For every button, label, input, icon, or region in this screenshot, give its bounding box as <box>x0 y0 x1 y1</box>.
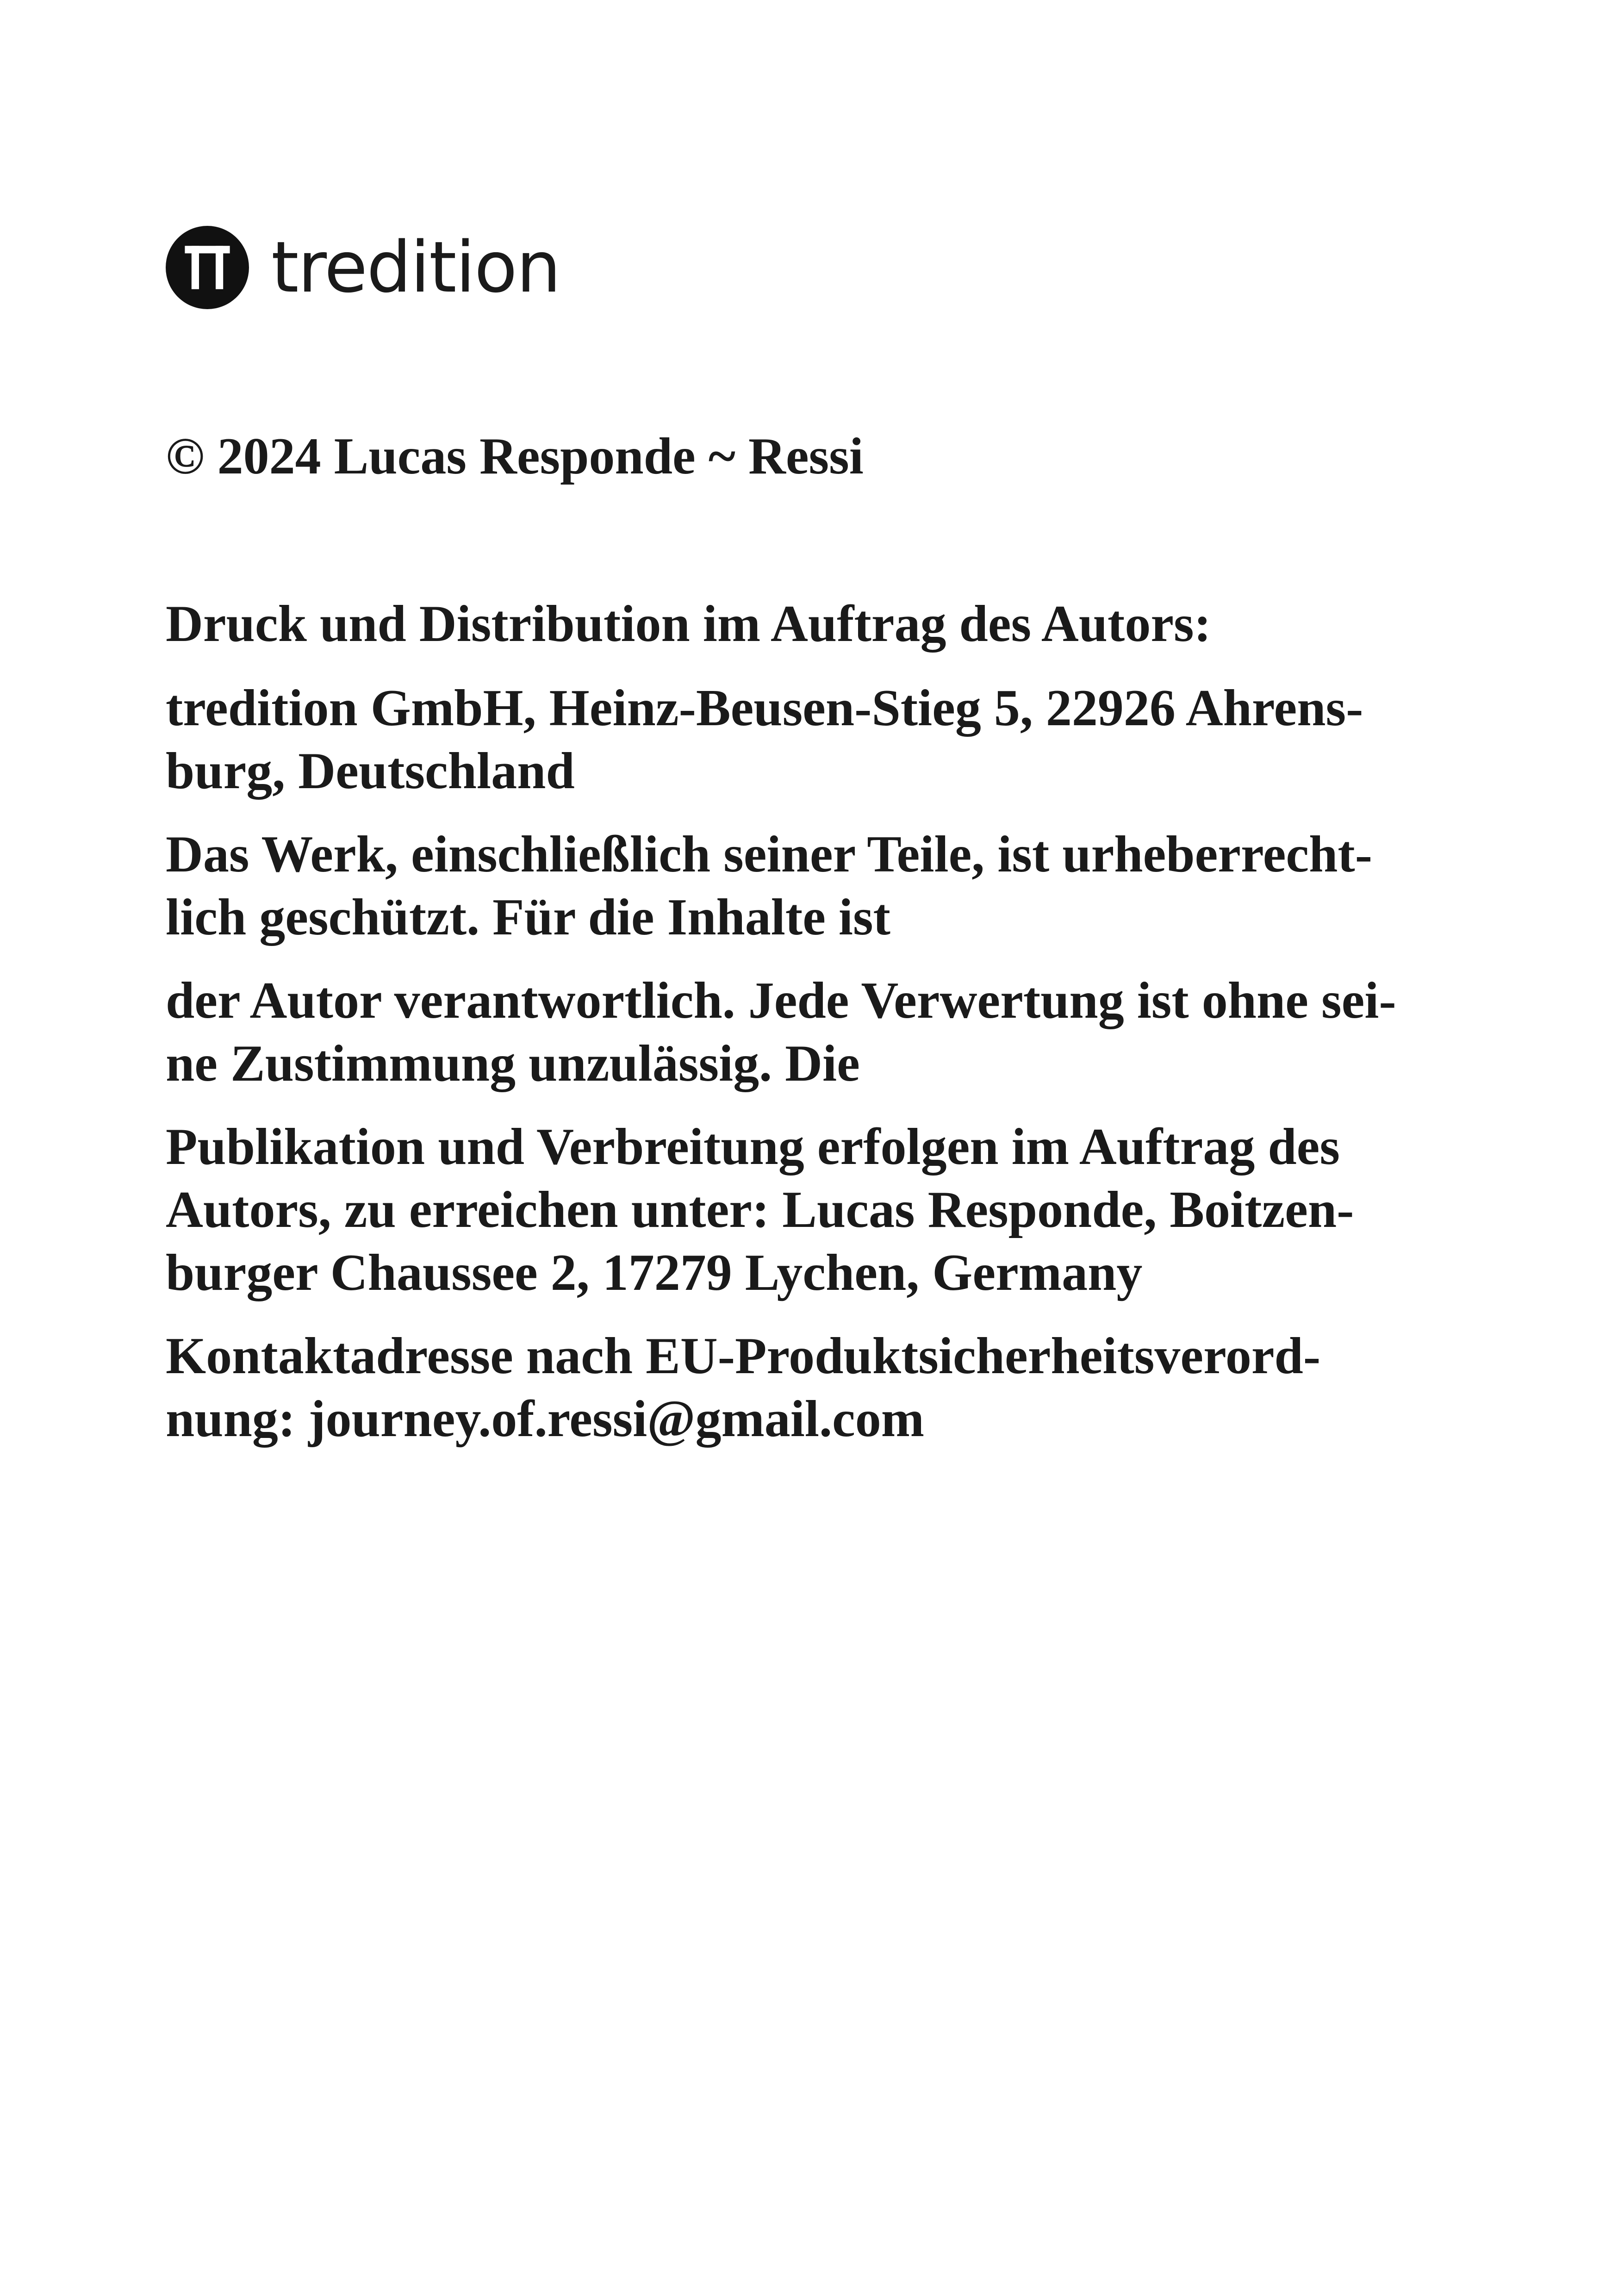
text-line: Kontaktadresse nach EU-Produktsicherheitsverord- <box>166 1327 1321 1385</box>
tredition-logo-icon <box>166 226 249 309</box>
text-line: burg, Deutschland <box>166 742 575 800</box>
text-line: Druck und Distribution im Auftrag des Autors: <box>166 595 1211 653</box>
text-line: lich geschützt. Für die Inhalte ist <box>166 889 890 946</box>
publisher-logo-text: tredition <box>271 226 560 308</box>
text-line: Das Werk, einschließlich seiner Teile, ist urheberrecht- <box>166 826 1373 883</box>
publication-statement <box>166 1115 1462 1304</box>
text-line: Autors, zu erreichen unter: Lucas Responde, Boitzen- <box>166 1181 1354 1238</box>
publisher-address <box>166 677 1462 803</box>
responsibility-statement <box>166 969 1462 1095</box>
text-line: nung: journey.of.ressi@gmail.com <box>166 1390 924 1448</box>
text-line: der Autor verantwortlich. Jede Verwertung ist ohne sei- <box>166 972 1396 1029</box>
publisher-logo <box>166 226 560 309</box>
text-line: burger Chaussee 2, 17279 Lychen, Germany <box>166 1244 1143 1301</box>
distribution-heading <box>166 592 1462 655</box>
copyright-notice: © 2024 Lucas Responde ~ Ressi <box>166 428 864 485</box>
contact-statement <box>166 1325 1462 1450</box>
text-line: ne Zustimmung unzulässig. Die <box>166 1035 860 1092</box>
text-line: tredition GmbH, Heinz-Beusen-Stieg 5, 22926 Ahrens- <box>166 679 1363 737</box>
copyright-statement <box>166 823 1462 949</box>
text-line: Publikation und Verbreitung erfolgen im Auftrag des <box>166 1118 1340 1176</box>
